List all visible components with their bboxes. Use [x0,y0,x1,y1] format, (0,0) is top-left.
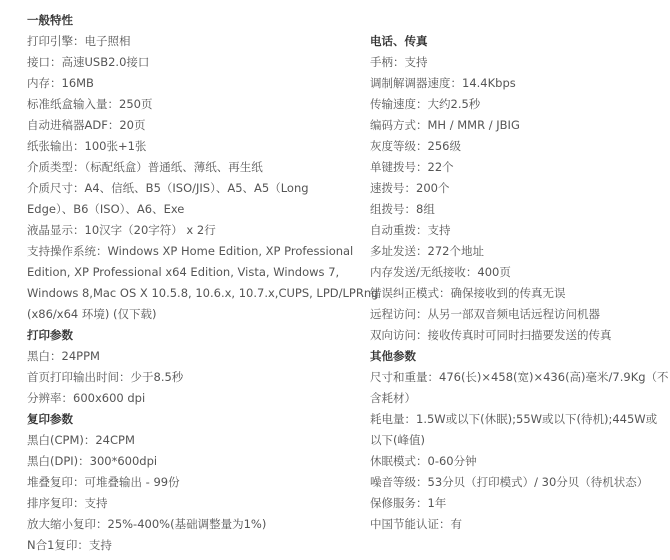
spec-line: 黑白(DPI)：300*600dpi [27,454,158,468]
spec-line: Edge）、B6（ISO）、A6、Exe [27,202,185,216]
section-heading: 复印参数 [27,412,73,426]
section-heading: 一般特性 [27,13,73,27]
spec-line: 接口：高速USB2.0接口 [27,55,150,69]
spec-line: 堆叠复印：可堆叠输出 - 99份 [27,475,180,489]
spec-line: 单键拨号：22个 [370,160,454,174]
spec-line: 自动进稿器ADF：20页 [27,118,146,132]
spec-line: 液晶显示：10汉字（20字符） x 2行 [27,223,216,237]
spec-line: 介质尺寸：A4、信纸、B5（ISO/JIS）、A5、A5（Long [27,181,309,195]
section-heading: 其他参数 [370,349,416,363]
spec-line: 多址发送：272个地址 [370,244,484,258]
section-heading: 电话、传真 [370,34,428,48]
spec-line: 编码方式：MH / MMR / JBIG [370,118,520,132]
spec-line: 保修服务：1年 [370,496,447,510]
spec-line: 组拨号：8组 [370,202,435,216]
spec-line: 自动重拨：支持 [370,223,451,237]
spec-line: 远程访问：从另一部双音频电话远程访问机器 [370,307,600,321]
spec-line: 支持操作系统：Windows XP Home Edition, XP Professional [27,244,354,258]
spec-line: N合1复印：支持 [27,538,112,552]
spec-column-right [370,0,669,535]
spec-line: 手柄：支持 [370,55,428,69]
spec-line: 休眠模式：0-60分钟 [370,454,477,468]
section-heading: 打印参数 [27,328,73,342]
spec-line: 黑白(CPM)：24CPM [27,433,135,447]
spec-line: 标准纸盒输入量：250页 [27,97,153,111]
spec-line: 错误纠正模式：确保接收到的传真无误 [370,286,566,300]
spec-line: 以下(峰值) [370,433,425,447]
spec-line: 内存：16MB [27,76,94,90]
spec-line: 放大缩小复印：25%-400%(基础调整量为1%) [27,517,267,531]
spec-line: Windows 8,Mac OS X 10.5.8, 10.6.x, 10.7.x,CUPS, LPD/LPRng [27,286,379,300]
spec-line: 速拨号：200个 [370,181,450,195]
spec-line: (x86/x64 环境) (仅下载) [27,307,157,321]
spec-line: 双向访问：接收传真时可同时扫描要发送的传真 [370,328,612,342]
spec-line: Edition, XP Professional x64 Edition, Vista, Windows 7, [27,265,340,279]
spec-line: 纸张输出：100张+1张 [27,139,147,153]
spec-line: 耗电量：1.5W或以下(休眠);55W或以下(待机);445W或 [370,412,658,426]
spec-line: 传输速度：大约2.5秒 [370,97,481,111]
spec-line: 内存发送/无纸接收：400页 [370,265,511,279]
spec-line: 灰度等级：256级 [370,139,461,153]
spec-line: 黑白：24PPM [27,349,100,363]
spec-line: 分辨率：600x600 dpi [27,391,146,405]
spec-column-left [27,0,379,556]
spec-line: 含耗材） [370,391,416,405]
spec-line: 调制解调器速度：14.4Kbps [370,76,516,90]
spec-line: 中国节能认证：有 [370,517,462,531]
spec-line: 排序复印：支持 [27,496,108,510]
spec-line: 首页打印输出时间：少于8.5秒 [27,370,184,384]
spec-line: 介质类型：（标配纸盒）普通纸、薄纸、再生纸 [27,160,263,174]
spec-line: 打印引擎：电子照相 [27,34,131,48]
spec-line: 尺寸和重量：476(长)×458(宽)×436(高)毫米/7.9Kg（不 [370,370,669,384]
spec-line: 噪音等级：53分贝（打印模式）/ 30分贝（待机状态） [370,475,649,489]
